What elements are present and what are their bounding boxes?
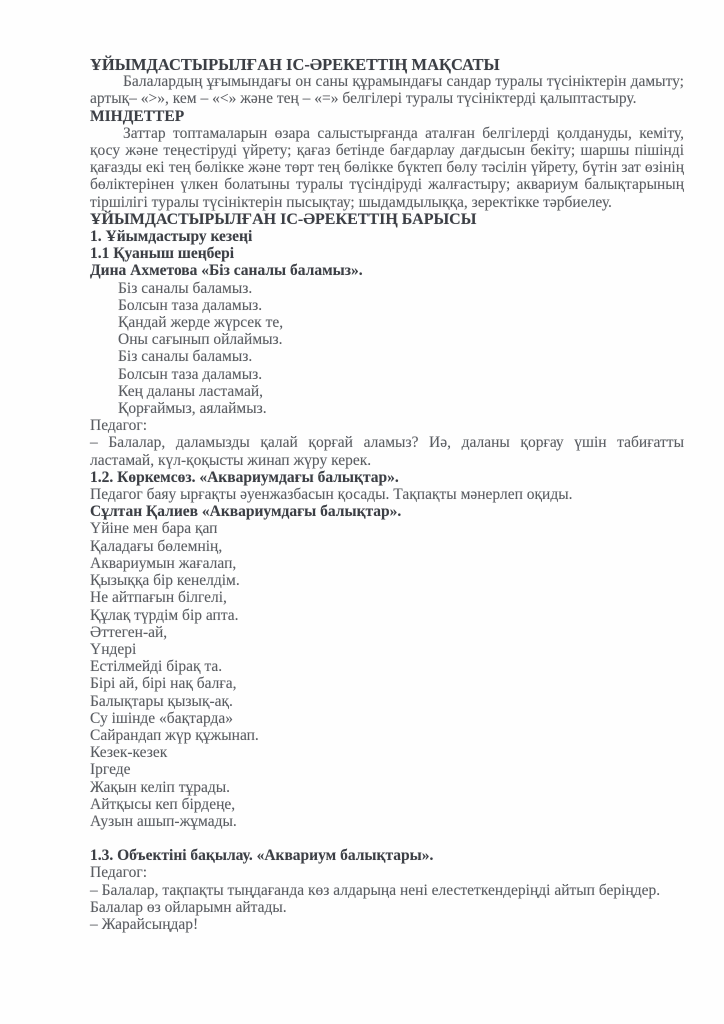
goal-paragraph: Балалардың ұғымындағы он саны құрамындағы сандар туралы түсініктерін дамыту; артық– «>», кем – «<» және тең – «=» белгілері туралы түсініктерді қалыптастыру. xyxy=(90,73,684,108)
stage-1-heading: 1. Ұйымдастыру кезеңі xyxy=(90,228,253,246)
poem-line: Не айтпағын білгелі, xyxy=(90,589,227,607)
poem-line: Сайрандап жүр құжынап. xyxy=(90,726,259,744)
poem-line: Бірі ай, бірі нақ балға, xyxy=(90,675,237,693)
stage-1-1-heading: 1.1 Қуаныш шеңбері xyxy=(90,245,235,263)
children-action-note: Балалар өз ойларымн айтады. xyxy=(90,898,287,916)
pedagog-label: Педагог: xyxy=(90,864,148,882)
poem-line: Құлақ түрдім бір апта. xyxy=(90,606,239,624)
tasks-paragraph: Заттар топтамаларын өзара салыстырғанда аталған белгілерді қолдануды, кеміту, қосу және теңестіруді үйрету; қағаз бетінде бағдарлау дағдысын бекіту; шаршы пішінді қағазды екі тең бөлікке және төрт тең бөлікке бүктеп бөлу тәсілін үйрету, бүтін зат өзінің бөліктерінен үлкен болатыны туралы түсіндіруді жалғастыру; аквариум балықтарының тіршілігі туралы түсініктерін пысықтау; шыдамдылыққа, зеректікке тәрбиелеу. xyxy=(90,124,684,211)
stage-1-2-heading: 1.2. Көркемсөз. «Аквариумдағы балықтар». xyxy=(90,468,399,486)
poem-line: Естілмейді бірақ та. xyxy=(90,658,223,676)
poem-line: Іргеде xyxy=(90,761,131,779)
goal-title: ҰЙЫМДАСТЫРЫЛҒАН ІС-ӘРЕКЕТТІҢ МАҚСАТЫ xyxy=(90,55,500,74)
tasks-heading: МІНДЕТТЕР xyxy=(90,107,185,125)
poem-line: Болсын таза даламыз. xyxy=(118,365,263,383)
poem-line: Үйіне мен бара қап xyxy=(90,520,218,538)
reading-note: Педагог баяу ырғақты әуенжазбасын қосады. Тақпақты мәнерлеп оқиды. xyxy=(90,486,573,504)
poem-line: Қаладағы бөлемнің, xyxy=(90,537,223,555)
poem-line: Балықтары қызық-ақ. xyxy=(90,692,233,710)
praise-line: – Жарайсыңдар! xyxy=(90,915,199,933)
poem-line: Оны сағынып ойлаймыз. xyxy=(118,331,283,349)
poem-line: Аузын ашып-жұмады. xyxy=(90,812,237,830)
poem2 xyxy=(90,520,684,830)
pedagog-label: Педагог: xyxy=(90,417,148,435)
poem-line: Кезек-кезек xyxy=(90,744,168,762)
pedagog-dialogue: – Балалар, тақпақты тыңдағанда көз алдарыңа нені елестеткендеріңді айтып беріңдер. xyxy=(90,881,661,899)
poem-line: Қызыққа бір кенелдім. xyxy=(90,572,240,590)
poem2-author-title: Сұлтан Қалиев «Аквариумдағы балықтар». xyxy=(90,503,402,521)
poem1-author-title: Дина Ахметова «Біз саналы баламыз». xyxy=(90,262,363,280)
poem-line: Айтқысы кеп бірдеңе, xyxy=(90,795,236,813)
pedagog-dialogue: – Балалар, даламызды қалай қорғай аламыз? Иә, даланы қорғау үшін табиғатты ластамай, күл-қоқысты жинап жүру керек. xyxy=(90,434,684,469)
poem-line: Біз саналы баламыз. xyxy=(118,279,253,297)
poem-line: Әттеген-ай, xyxy=(90,623,168,641)
poem-line: Қорғаймыз, аялаймыз. xyxy=(118,400,267,418)
poem-line: Жақын келіп тұрады. xyxy=(90,778,231,796)
blank-line xyxy=(90,830,684,847)
poem-line: Қандай жерде жүрсек те, xyxy=(118,314,284,332)
poem1 xyxy=(90,280,684,418)
poem-line: Су ішінде «бақтарда» xyxy=(90,709,234,727)
poem-line: Біз саналы баламыз. xyxy=(118,348,253,366)
poem-line: Аквариумын жағалап, xyxy=(90,554,237,572)
process-title: ҰЙЫМДАСТЫРЫЛҒАН ІС-ӘРЕКЕТТІҢ БАРЫСЫ xyxy=(90,210,477,228)
stage-1-3-heading: 1.3. Объектіні бақылау. «Аквариум балықтары». xyxy=(90,847,434,865)
poem-line: Үндері xyxy=(90,640,137,658)
document-content xyxy=(90,56,684,933)
poem-line: Болсын таза даламыз. xyxy=(118,296,263,314)
poem-line: Кең даланы ластамай, xyxy=(118,382,263,400)
